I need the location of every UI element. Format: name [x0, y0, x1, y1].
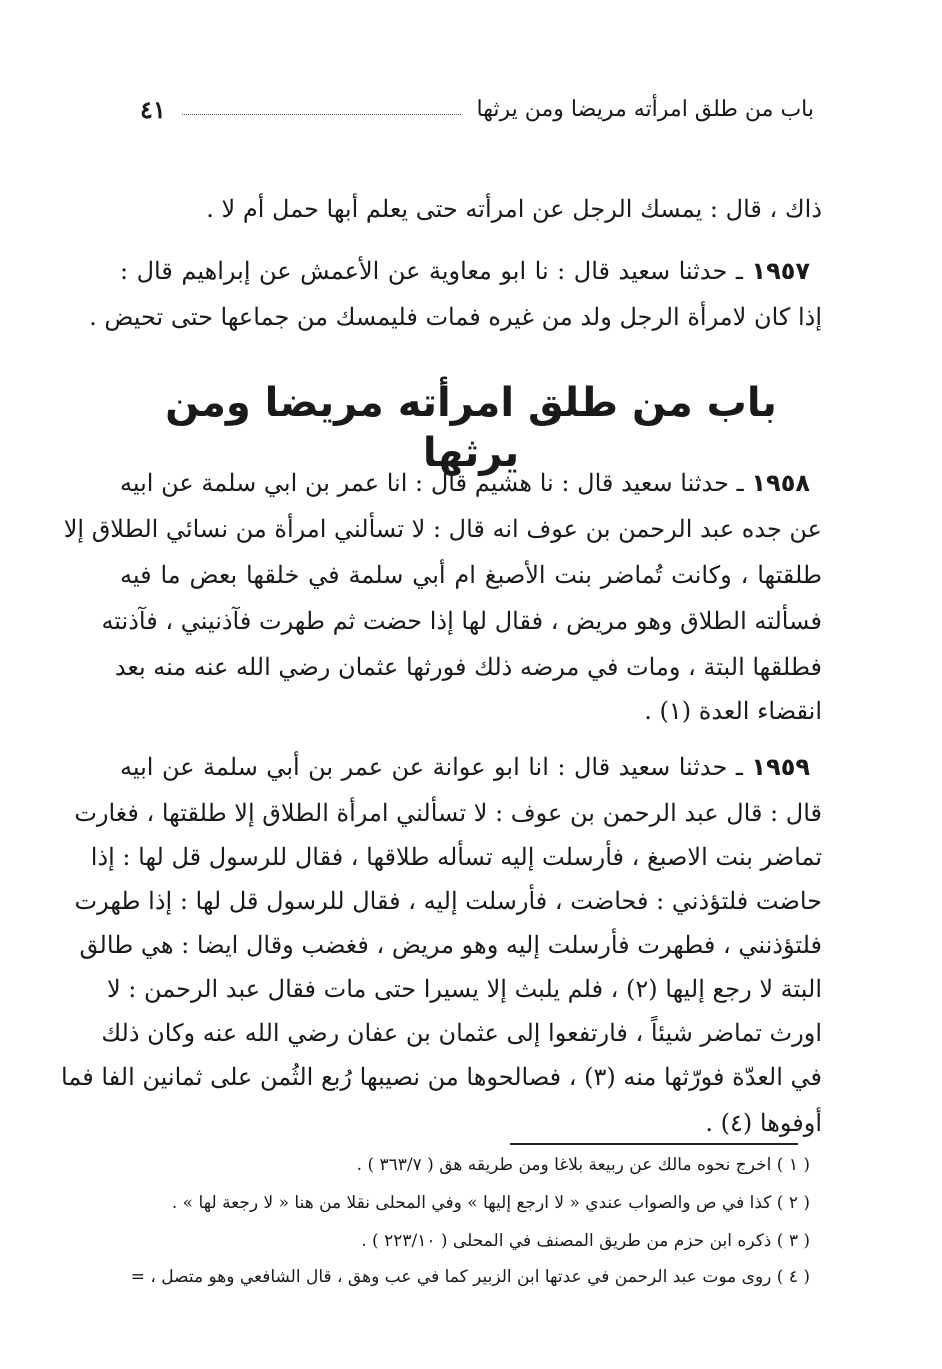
- footnote: ( ٣ ) ذكره ابن حزم من طريق المصنف في المحلى ( ٢٢٣/١٠ ) .: [361, 1231, 810, 1251]
- hadith-1957-heading: [120, 252, 810, 290]
- text-line: أوفوها (٤) .: [705, 1109, 822, 1137]
- footnote-separator: [510, 1143, 798, 1145]
- text-line: إذا كان لامرأة الرجل ولد من غيره فمات فليمسك من جماعها حتى تحيض .: [89, 303, 822, 331]
- text-line: عن جده عبد الرحمن بن عوف انه قال : لا تسألني امرأة من نسائي الطلاق إلا: [63, 515, 822, 543]
- text-line: انقضاء العدة (١) .: [644, 697, 822, 725]
- page-number: ٤١: [140, 94, 166, 124]
- text-line: فسألته الطلاق وهو مريض ، فقال لها إذا حضت ثم طهرت فآذنيني ، فآذنته: [101, 607, 822, 635]
- hadith-dash: ـ: [735, 257, 743, 285]
- text-line: ذاك ، قال : يمسك الرجل عن امرأته حتى يعلم أبها حمل أم لا .: [206, 195, 822, 223]
- text-line: فلتؤذنني ، فطهرت فأرسلت إليه وهو مريض ، فغضب وقال ايضا : هي طالق: [79, 931, 822, 959]
- hadith-first-line: حدثنا سعيد قال : انا ابو عوانة عن عمر بن أبي سلمة عن ابيه: [120, 753, 728, 781]
- text-line: فطلقها البتة ، ومات في مرضه ذلك فورثها عثمان رضي الله عنه منه بعد: [114, 653, 822, 681]
- text-line: في العدّة فورّثها منه (٣) ، فصالحوها من نصيبها رُبع الثُمن على ثمانين الفا فما: [61, 1063, 822, 1091]
- chapter-title: باب من طلق امرأته مريضا ومن يرثها: [165, 380, 777, 476]
- header-dotted-leader: [182, 104, 461, 115]
- hadith-1958-heading: [120, 464, 810, 502]
- hadith-number: ١٩٥٨: [751, 469, 810, 497]
- text-line: تماضر بنت الاصبغ ، فأرسلت إليه تسأله طلاقها ، فقال للرسول قل لها : إذا: [90, 843, 822, 871]
- hadith-dash: ـ: [735, 753, 743, 781]
- text-line: اورث تماضر شيئاً ، فارتفعوا إلى عثمان بن عفان رضي الله عنه وكان ذلك: [101, 1019, 822, 1047]
- footnote: ( ٤ ) روى موت عبد الرحمن في عدتها ابن الزبير كما في عب وهق ، قال الشافعي وهو متصل ، =: [130, 1267, 810, 1287]
- hadith-number: ١٩٥٧: [751, 257, 811, 285]
- text-line: حاضت فلتؤذني : فحاضت ، فأرسلت إليه ، فقال للرسول قل لها : إذا طهرت: [74, 887, 822, 915]
- hadith-1959-heading: [120, 748, 810, 786]
- footnote: ( ٢ ) كذا في ص والصواب عندي « لا ارجع إليها » وفي المحلى نقلا من هنا « لا رجعة لها » .: [171, 1193, 810, 1213]
- hadith-first-line: حدثنا سعيد قال : نا هشيم قال : انا عمر بن ابي سلمة عن ابيه: [120, 469, 729, 497]
- text-line: البتة لا رجع إليها (٢) ، فلم يلبث إلا يسيرا حتى مات فقال عبد الرحمن : لا: [106, 975, 822, 1003]
- text-line: قال : قال عبد الرحمن بن عوف : لا تسألني امرأة الطلاق إلا طلقتها ، فغارت: [74, 799, 822, 827]
- text-line: طلقتها ، وكانت تُماضر بنت الأصبغ ام أبي سلمة في خلقها بعض ما فيه: [120, 561, 822, 589]
- hadith-first-line: حدثنا سعيد قال : نا ابو معاوية عن الأعمش عن إبراهيم قال :: [120, 257, 728, 285]
- hadith-dash: ـ: [736, 469, 744, 497]
- running-title: باب من طلق امرأته مريضا ومن يرثها: [476, 96, 814, 122]
- running-header: [140, 92, 814, 126]
- footnote: ( ١ ) اخرج نحوه مالك عن ربيعة بلاغا ومن طريقه هق ( ٣٦٣/٧ ) .: [356, 1155, 810, 1175]
- hadith-number: ١٩٥٩: [751, 753, 810, 781]
